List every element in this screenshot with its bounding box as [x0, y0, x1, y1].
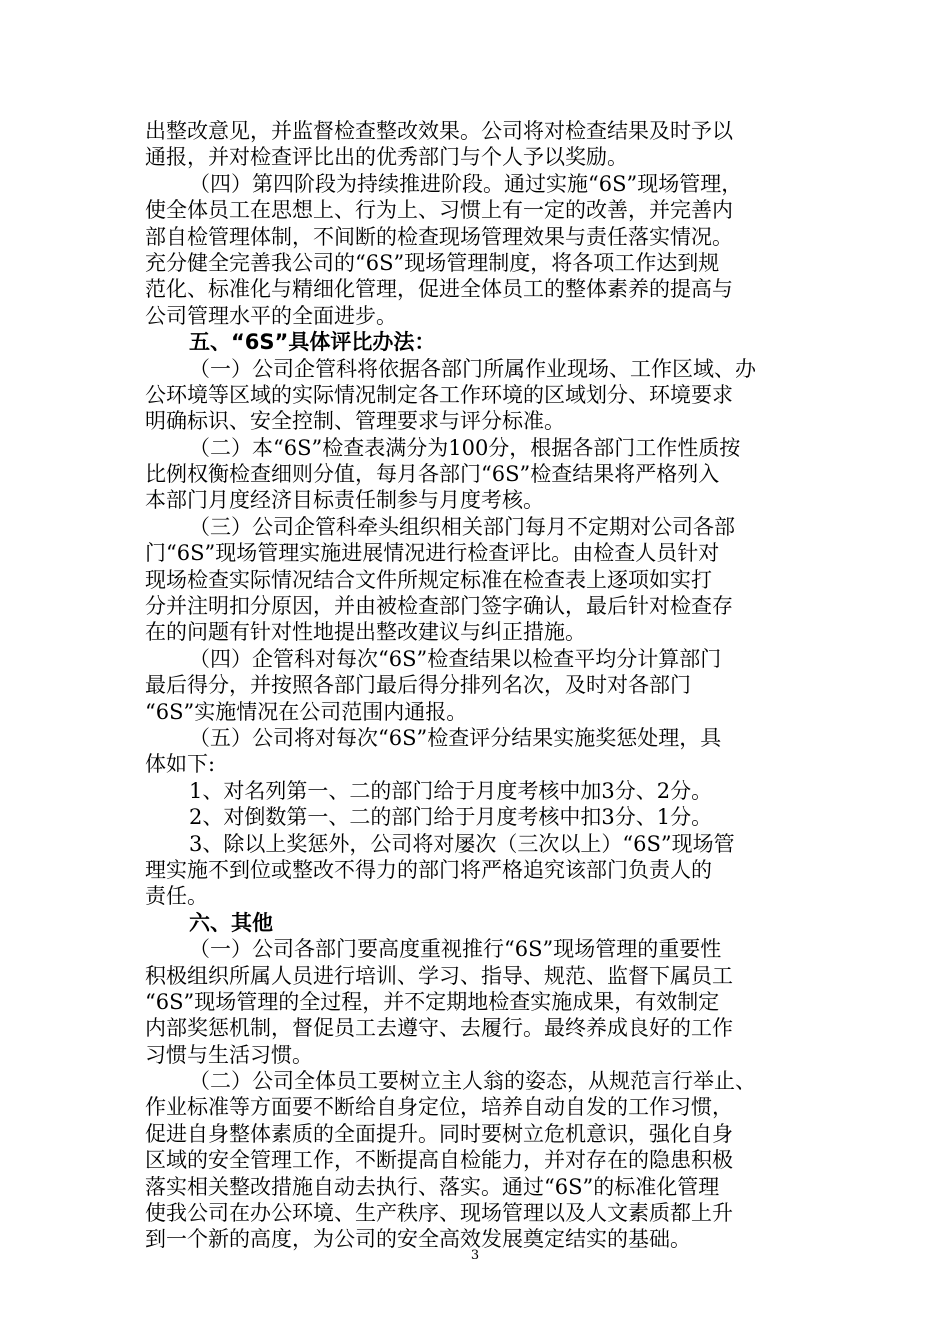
text-line: 使我公司在办公环境、生产秩序、现场管理以及人文素质都上升 [145, 1201, 733, 1226]
text-line: 作业标准等方面要不断给自身定位，培养自动自发的工作习惯， [145, 1095, 733, 1120]
text-line: 促进自身整体素质的全面提升。同时要树立危机意识，强化自身 [145, 1121, 733, 1146]
text-line: （二）本“6S”检查表满分为100分，根据各部门工作性质按 [189, 435, 741, 460]
text-line: 落实相关整改措施自动去执行、落实。通过“6S”的标准化管理 [145, 1174, 720, 1199]
text-line: “6S”现场管理的全过程，并不定期地检查实施成果，有效制定 [145, 989, 720, 1014]
text-line: 通报，并对检查评比出的优秀部门与个人予以奖励。 [145, 145, 628, 170]
text-line: （二）公司全体员工要树立主人翁的姿态，从规范言行举止、 [189, 1069, 756, 1094]
text-line: 最后得分，并按照各部门最后得分排列名次，及时对各部门 [145, 673, 691, 698]
section-heading: 六、其他 [189, 910, 273, 935]
text-line: 责任。 [145, 884, 208, 909]
text-line: 1、对名列第一、二的部门给于月度考核中加3分、2分。 [189, 778, 713, 803]
text-line: （五）公司将对每次“6S”检查评分结果实施奖惩处理，具 [189, 725, 722, 750]
text-line: （三）公司企管科牵头组织相关部门每月不定期对公司各部 [189, 514, 735, 539]
document-body [145, 118, 807, 1253]
text-line: “6S”实施情况在公司范围内通报。 [145, 699, 468, 724]
text-line: 现场检查实际情况结合文件所规定标准在检查表上逐项如实打 [145, 567, 712, 592]
text-line: （一）公司企管科将依据各部门所属作业现场、工作区域、办 [189, 356, 756, 381]
text-line: （一）公司各部门要高度重视推行“6S”现场管理的重要性 [189, 937, 722, 962]
text-line: 本部门月度经济目标责任制参与月度考核。 [145, 488, 544, 513]
text-line: 内部奖惩机制，督促员工去遵守、去履行。最终养成良好的工作 [145, 1016, 733, 1041]
text-line: 分并注明扣分原因，并由被检查部门签字确认，最后针对检查存 [145, 594, 733, 619]
text-line: 积极组织所属人员进行培训、学习、指导、规范、监督下属员工 [145, 963, 733, 988]
text-line: 体如下: [145, 752, 216, 777]
text-line: 习惯与生活习惯。 [145, 1042, 313, 1067]
section-heading: 五、“6S”具体评比办法： [189, 330, 436, 355]
text-line: 使全体员工在思想上、行为上、习惯上有一定的改善，并完善内 [145, 198, 733, 223]
text-line: 明确标识、安全控制、管理要求与评分标准。 [145, 409, 565, 434]
text-line: 理实施不到位或整改不得力的部门将严格追究该部门负责人的 [145, 857, 712, 882]
text-line: 到一个新的高度，为公司的安全高效发展奠定结实的基础。 [145, 1227, 691, 1252]
text-line: 在的问题有针对性地提出整改建议与纠正措施。 [145, 620, 586, 645]
text-line: 范化、标准化与精细化管理，促进全体员工的整体素养的提高与 [145, 277, 733, 302]
text-line: 3、除以上奖惩外，公司将对屡次（三次以上）“6S”现场管 [189, 831, 735, 856]
text-line: 门“6S”现场管理实施进展情况进行检查评比。由检查人员针对 [145, 541, 720, 566]
text-line: 比例权衡检查细则分值，每月各部门“6S”检查结果将严格列入 [145, 462, 720, 487]
text-line: 部自检管理体制，不间断的检查现场管理效果与责任落实情况。 [145, 224, 733, 249]
text-line: 充分健全完善我公司的“6S”现场管理制度，将各项工作达到规 [145, 250, 720, 275]
text-line: 2、对倒数第一、二的部门给于月度考核中扣3分、1分。 [189, 805, 713, 830]
page-number: 3 [470, 1248, 480, 1263]
text-line: 公环境等区域的实际情况制定各工作环境的区域划分、环境要求 [145, 382, 733, 407]
text-line: 公司管理水平的全面进步。 [145, 303, 397, 328]
text-line: 区域的安全管理工作，不断提高自检能力，并对存在的隐患积极 [145, 1148, 733, 1173]
text-line: （四）第四阶段为持续推进阶段。通过实施“6S”现场管理， [189, 171, 743, 196]
text-line: （四）企管科对每次“6S”检查结果以检查平均分计算部门 [189, 646, 722, 671]
text-line: 出整改意见，并监督检查整改效果。公司将对检查结果及时予以 [145, 119, 733, 143]
